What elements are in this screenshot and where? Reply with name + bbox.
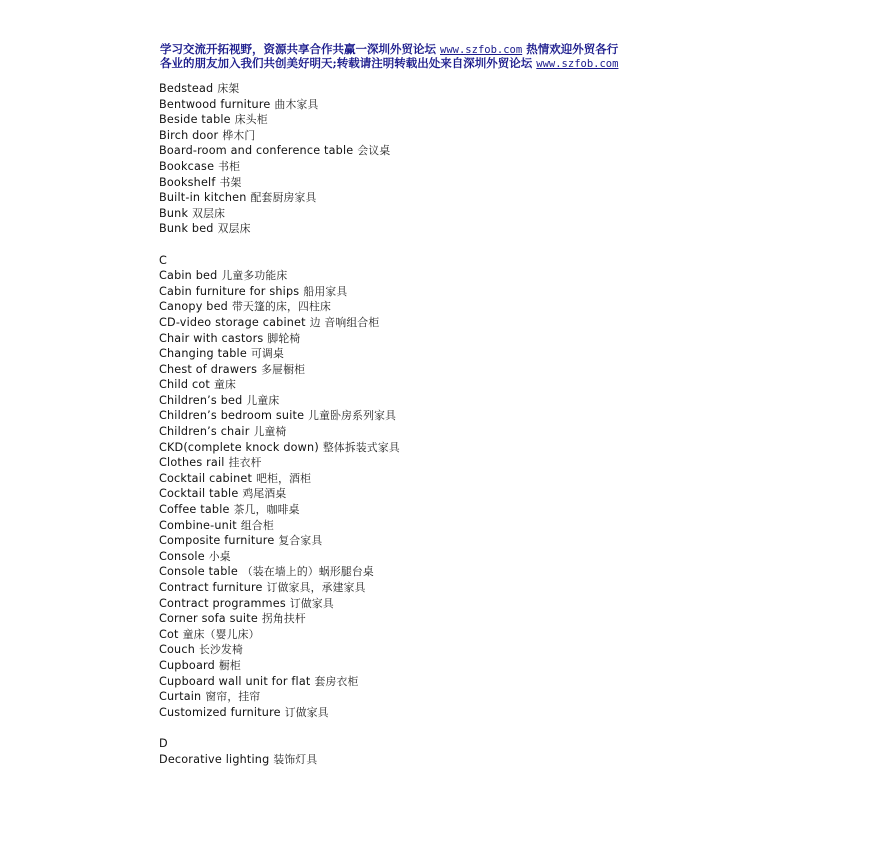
- glossary-entry: [159, 658, 759, 674]
- forum-link-2[interactable]: www.szfob.com: [536, 58, 619, 70]
- entry-english: Customized furniture: [159, 705, 281, 719]
- entry-chinese: 配套厨房家具: [250, 191, 317, 205]
- entry-english: Combine-unit: [159, 518, 237, 532]
- glossary-entry: [159, 377, 759, 393]
- entry-english: Beside table: [159, 113, 231, 127]
- entry-english: Cabin furniture for ships: [159, 284, 300, 298]
- entry-chinese: 挂衣杆: [228, 456, 262, 470]
- entry-english: Chair with castors: [159, 331, 264, 345]
- section-spacer: [159, 720, 759, 736]
- entry-chinese: 会议桌: [357, 144, 391, 158]
- entry-english: Couch: [159, 643, 195, 657]
- entry-english: Composite furniture: [159, 534, 275, 548]
- entry-chinese: 订做家具: [289, 596, 334, 610]
- glossary-entry: [159, 674, 759, 690]
- section-letter-text: C: [159, 253, 168, 267]
- glossary-entry: [159, 642, 759, 658]
- glossary-entry: [159, 471, 759, 487]
- entry-chinese: 儿童床: [246, 393, 280, 407]
- glossary-entry: [159, 331, 759, 347]
- entry-chinese: 船用家具: [303, 284, 348, 298]
- entry-chinese: 装饰灯具: [273, 752, 318, 766]
- entry-chinese: 儿童多功能床: [221, 269, 288, 283]
- glossary-entry: [159, 315, 759, 331]
- glossary-entry: [159, 268, 759, 284]
- entry-english: Coffee table: [159, 503, 230, 517]
- entry-chinese: 书架: [219, 175, 242, 189]
- glossary-entry: [159, 81, 759, 97]
- entry-chinese: 可调桌: [250, 347, 284, 361]
- entry-english: Chest of drawers: [159, 362, 258, 376]
- entry-english: Console: [159, 549, 205, 563]
- entry-chinese: 组合柜: [240, 518, 274, 532]
- header-line-2: [160, 56, 800, 70]
- entry-english: Board-room and conference table: [159, 144, 354, 158]
- entry-chinese: 茶几，咖啡桌: [233, 503, 300, 517]
- header-line-2-text: 各业的朋友加入我们共创美好明天;转载请注明转载出处来自深圳外贸论坛: [160, 56, 533, 70]
- entry-chinese: 双层床: [192, 206, 226, 220]
- entry-english: Birch door: [159, 128, 219, 142]
- entry-english: Cupboard wall unit for flat: [159, 674, 311, 688]
- entry-chinese: 复合家具: [278, 534, 323, 548]
- glossary-entry: [159, 424, 759, 440]
- header-line-1-tail: 热情欢迎外贸各行: [526, 42, 619, 56]
- section-letter: [159, 736, 759, 752]
- entry-chinese: 桦木门: [222, 128, 256, 142]
- entry-english: Built-in kitchen: [159, 191, 247, 205]
- glossary-entry: [159, 97, 759, 113]
- glossary-entry: [159, 284, 759, 300]
- entry-english: Children’s chair: [159, 425, 250, 439]
- glossary-entry: [159, 143, 759, 159]
- glossary-entry: [159, 362, 759, 378]
- entry-chinese: 多屉橱柜: [261, 362, 306, 376]
- glossary-entry: [159, 112, 759, 128]
- entry-english: Console table: [159, 565, 238, 579]
- entry-chinese: 儿童椅: [253, 425, 287, 439]
- entry-chinese: 儿童卧房系列家具: [308, 409, 397, 423]
- section-spacer: [159, 237, 759, 253]
- entry-chinese: 拐角扶杆: [261, 612, 306, 626]
- entry-chinese: 边 音响组合柜: [309, 315, 380, 329]
- glossary-entry: [159, 502, 759, 518]
- entry-chinese: 订做家具，承建家具: [266, 581, 366, 594]
- glossary-entry: [159, 221, 759, 237]
- entry-chinese: 床架: [217, 82, 240, 95]
- glossary-entry: [159, 175, 759, 191]
- glossary-entry: [159, 486, 759, 502]
- header-line-1: [160, 42, 800, 56]
- entry-chinese: 双层床: [217, 222, 251, 236]
- entry-english: Contract programmes: [159, 596, 286, 610]
- glossary-entry: [159, 518, 759, 534]
- entry-chinese: 长沙发椅: [199, 643, 243, 657]
- entry-english: Cabin bed: [159, 269, 218, 283]
- glossary-entry: [159, 393, 759, 409]
- entry-english: Bunk bed: [159, 222, 214, 236]
- entry-chinese: 童床: [213, 378, 236, 392]
- entry-english: Bookcase: [159, 159, 215, 173]
- entry-english: Children’s bed: [159, 393, 243, 407]
- entry-english: Bunk: [159, 206, 189, 220]
- page-header: [160, 42, 800, 70]
- glossary-entry: [159, 455, 759, 471]
- entry-english: Cupboard: [159, 658, 215, 672]
- entry-chinese: （装在墙上的）蜗形腿台桌: [241, 565, 374, 579]
- glossary-entry: [159, 580, 759, 596]
- entry-english: Bentwood furniture: [159, 97, 271, 111]
- entry-english: Canopy bed: [159, 300, 228, 314]
- glossary-entry: [159, 159, 759, 175]
- entry-english: Clothes rail: [159, 456, 225, 470]
- glossary-entry: [159, 346, 759, 362]
- entry-chinese: 脚轮椅: [267, 331, 301, 345]
- glossary-entry: [159, 689, 759, 705]
- section-letter: [159, 253, 759, 269]
- entry-english: Decorative lighting: [159, 752, 270, 766]
- glossary-entry: [159, 206, 759, 222]
- entry-english: CD-video storage cabinet: [159, 315, 306, 329]
- glossary-entry: [159, 128, 759, 144]
- glossary-entry: [159, 596, 759, 612]
- entry-english: Child cot: [159, 378, 210, 392]
- entry-chinese: 书柜: [218, 159, 241, 173]
- entry-chinese: 鸡尾酒桌: [242, 487, 287, 501]
- glossary-entry: [159, 408, 759, 424]
- entry-english: Changing table: [159, 347, 247, 361]
- entry-english: Corner sofa suite: [159, 612, 258, 626]
- entry-chinese: 订做家具: [284, 705, 329, 719]
- glossary-entry: [159, 627, 759, 643]
- entry-english: Cocktail table: [159, 487, 239, 501]
- entry-chinese: 曲木家具: [274, 97, 319, 111]
- entry-english: Children’s bedroom suite: [159, 409, 305, 423]
- entry-chinese: 套房衣柜: [314, 674, 359, 688]
- entry-chinese: 童床（婴儿床）: [182, 627, 260, 641]
- glossary-entry: [159, 752, 759, 768]
- entry-english: CKD(complete knock down): [159, 440, 319, 454]
- entry-chinese: 整体拆装式家具: [322, 440, 400, 454]
- section-letter-text: D: [159, 736, 168, 750]
- entry-english: Curtain: [159, 690, 202, 704]
- entry-chinese: 窗帘，挂帘: [205, 690, 261, 704]
- entry-chinese: 床头柜: [234, 113, 268, 127]
- forum-link[interactable]: www.szfob.com: [440, 44, 523, 56]
- entry-english: Cocktail cabinet: [159, 471, 253, 485]
- header-line-1-text: 学习交流开拓视野，资源共享合作共赢一深圳外贸论坛: [160, 42, 436, 56]
- glossary-entry: [159, 440, 759, 456]
- glossary-entry: [159, 705, 759, 721]
- glossary-entry: [159, 190, 759, 206]
- entry-chinese: 吧柜，酒柜: [256, 471, 312, 485]
- entry-chinese: 小桌: [208, 549, 231, 563]
- entry-chinese: 带天篷的床，四柱床: [231, 300, 331, 314]
- entry-chinese: 橱柜: [218, 658, 241, 672]
- glossary-entry: [159, 533, 759, 549]
- glossary-entry: [159, 564, 759, 580]
- glossary-entry: [159, 549, 759, 565]
- glossary-entry: [159, 299, 759, 315]
- entry-english: Bookshelf: [159, 175, 216, 189]
- glossary-list: [159, 81, 759, 767]
- entry-english: Bedstead: [159, 82, 214, 95]
- entry-english: Cot: [159, 627, 179, 641]
- glossary-entry: [159, 611, 759, 627]
- entry-english: Contract furniture: [159, 581, 263, 594]
